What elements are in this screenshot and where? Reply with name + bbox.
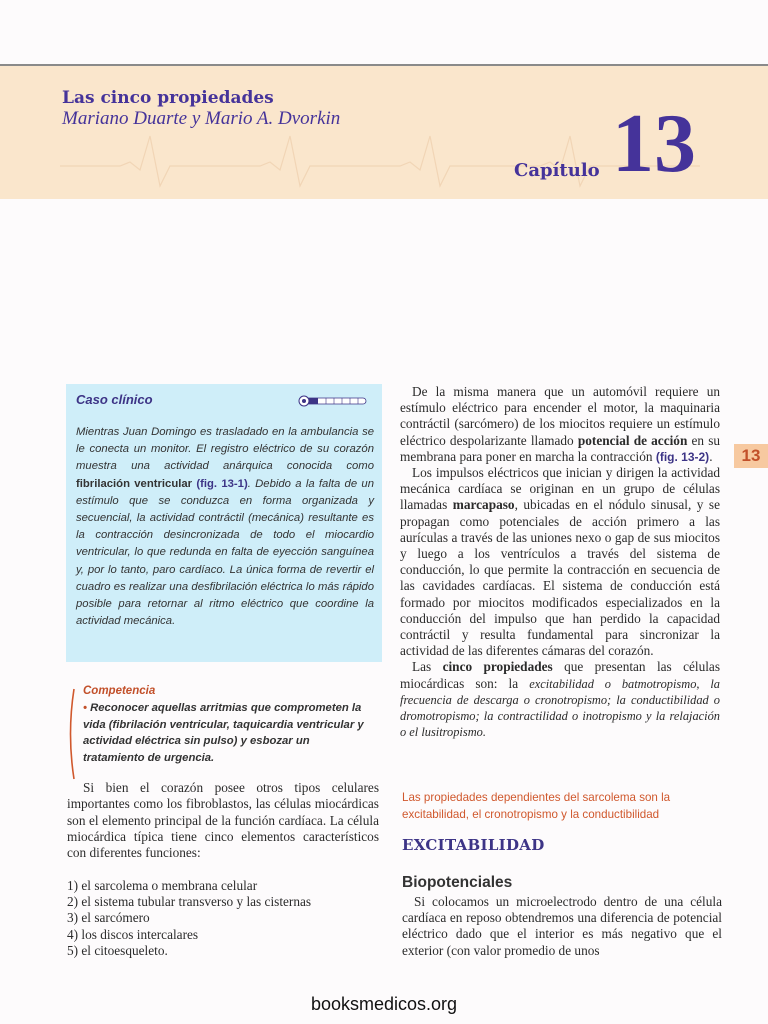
chapter-side-tab: 13 [734, 444, 768, 468]
figure-ref: (fig. 13-2) [655, 449, 710, 464]
right-paragraph-2: Los impulsos eléctricos que inician y dirigen la actividad mecánica cardíaca se originan en un grupo de células llamadas marcapaso, ubicadas en el nódulo sinusal, y se propagan como potenciales de acción primero a las aurículas a través de las uniones nexo o gap de sus miocitos y luego a los ventrículos a través del sistema de conducción, lo que permite la contracción en secuencia de las cavidades cardíacas. El sistema de conducción está formado por miocitos modificados especializados en la conducción del impulso que han perdido la capacidad contráctil y resulta fundamental para sincronizar la actividad de las diferentes cámaras del corazón. [400, 465, 720, 659]
competencia-bracket [66, 688, 76, 780]
left-paragraph: Si bien el corazón posee otros tipos celulares importantes como los fibroblastos, las células miocárdicas son el elemento principal de la función cardíaca. La célula miocárdica típica tiene cinco elementos característicos con diferentes funciones: [67, 780, 379, 861]
footer-watermark: booksmedicos.org [310, 994, 458, 1014]
subsection-heading: Biopotenciales [402, 874, 513, 891]
case-progress-icon [298, 395, 368, 407]
list-item: 3) el sarcómero [67, 910, 150, 926]
clinical-case-title: Caso clínico [76, 392, 153, 407]
right-paragraph-1: De la misma manera que un automóvil requiere un estímulo eléctrico para encender el motor, la maquinaria contráctil (sarcómero) de los miocitos requiere un estímulo eléctrico despolarizante llamado potencial de acción en su membrana para poner en marcha la contracción (fig. 13-2). [400, 384, 721, 464]
sarcolema-highlight-note: Las propiedades dependientes del sarcolema son la excitabilidad, el cronotropismo y la conductibilidad [402, 791, 671, 821]
right-paragraph-3: Las cinco propiedades que presentan las células miocárdicas son: la excitabilidad o batmotropismo, la frecuencia de descarga o cronotropismo; la conductibilidad o dromotropismo; la contractilidad o inotropismo y la relajación o el lusitropismo. [400, 659, 721, 740]
case-figure-ref: (fig. 13-1) [196, 477, 248, 490]
list-item: 1) el sarcolema o membrana celular [67, 878, 258, 893]
chapter-number: 13 [612, 97, 696, 190]
cell-elements-list [67, 878, 379, 959]
bullet-icon: • [83, 702, 87, 714]
clinical-case-text: Mientras Juan Domingo es trasladado en la ambulancia se le conecta un monitor. El registro eléctrico de su corazón muestra una actividad anárquica conocida como fibrilación ventricular (fig. 13-1). Debido a la falta de un estímulo que se conduzca en forma organizada y secuencial, la actividad contráctil (mecánica) resultante es la contracción desincronizada de todo el miocardio ventricular, lo que redunda en falta de eyección sanguínea y, por lo tanto, paro cardíaco. La única forma de revertir el cuadro es realizar una desfibrilación eléctrica lo más rápido posible para retornar al ritmo eléctrico que coordine la actividad mecánica. [76, 426, 374, 628]
chapter-label: Capítulo [514, 160, 600, 181]
left-body-text [67, 780, 379, 861]
section-heading: EXCITABILIDAD [402, 836, 545, 854]
competencia-title: Competencia [83, 685, 156, 697]
chapter-title: Las cinco propiedades [62, 88, 274, 108]
case-bold-term: fibrilación ventricular [76, 477, 193, 490]
chapter-authors: Mariano Duarte y Mario A. Dvorkin [62, 108, 341, 129]
right-body-text [400, 384, 720, 740]
list-item: 2) el sistema tubular transverso y las cisternas [67, 894, 312, 910]
list-item: 5) el citoesqueleto. [67, 942, 168, 958]
list-item: 4) los discos intercalares [67, 926, 199, 942]
competencia-text: • Reconocer aquellas arritmias que comprometen la vida (fibrilación ventricular, taquicardia ventricular y actividad eléctrica sin pulso) y esbozar un tratamiento de urgencia. [83, 702, 364, 764]
right-paragraph-4: Si colocamos un microelectrodo dentro de una célula cardíaca en reposo obtendremos una diferencia de potencial eléctrico dado que el interior es más negativo que el exterior (con valor promedio de unos [402, 894, 722, 958]
